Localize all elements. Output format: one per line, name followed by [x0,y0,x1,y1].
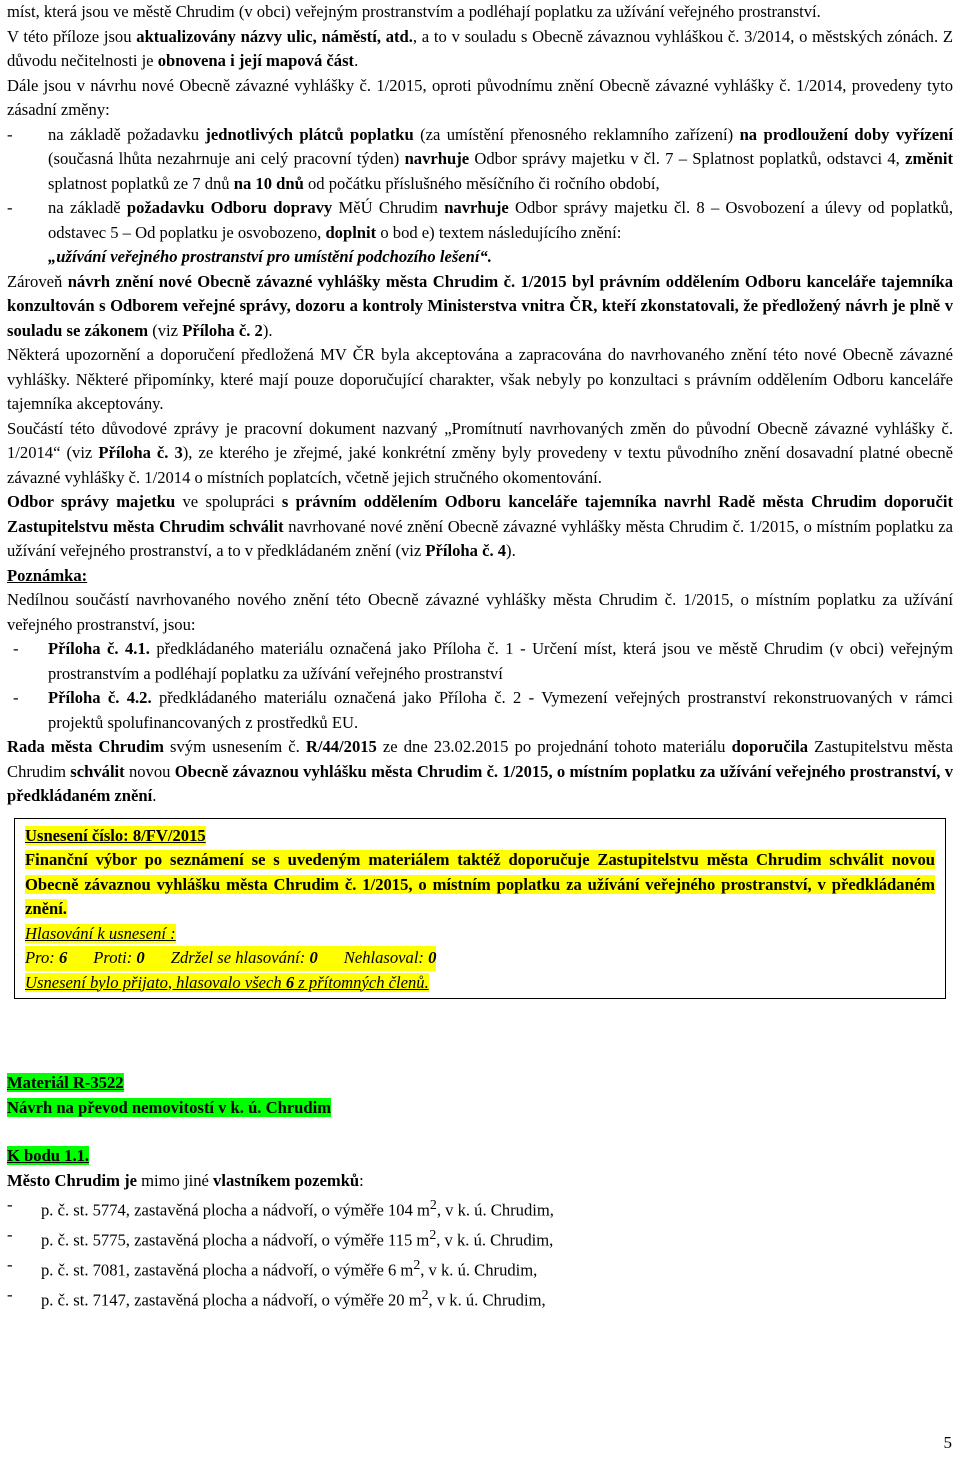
lot-text: p. č. st. 7081, zastavěná plocha a nádvoří, o výměře 6 m [41,1260,414,1280]
superscript: 2 [429,1197,437,1212]
attachment-ref: Příloha č. 4.1. [48,639,150,658]
change-item-2 [7,196,953,270]
consultation-paragraph [7,270,953,344]
text-span: ve spolupráci [175,492,282,511]
resolution-number [25,824,935,849]
material-title [7,1096,953,1121]
intro-paragraph-changes: Dále jsou v návrhu nové Obecně závazné vyhlášky č. 1/2015, oproti původnímu znění Obecně závazné vyhlášky č. 1/2014, provedeny tyto zásadní změny: [7,75,953,119]
note-item-1 [7,637,953,686]
bold-span: na 10 dnů [233,173,304,193]
list-item [7,1283,953,1313]
text-span: Zastupitelstvu města Chrudim [7,737,954,781]
text-span: Zároveň [7,271,68,291]
lot-text: , v k. ú. Chrudim, [436,1200,554,1220]
note-text: Nedílnou součástí navrhovaného nového znění této Obecně závazné vyhlášky města Chrudim č. 1/2015, o místním poplatku za užívání veřejného prostranství, jsou: [7,590,953,634]
vote-result [25,971,935,996]
text-span: Odbor správy majetku v čl. 7 – Splatnost poplatků, odstavci 4, [469,149,906,168]
text-span: V této příloze jsou [7,26,137,46]
bold-span: vlastníkem pozemků [213,1170,360,1190]
resolution-text [25,848,935,922]
list-item [7,1223,953,1253]
vote-label: Proti: [93,948,137,967]
text-span: Součástí této důvodové zprávy je pracovní dokument nazvaný „Promítnutí navrhovaných změn do původní Obecně závazné vyhlášky č. 1/2014“ (viz [7,418,953,462]
superscript: 2 [429,1227,437,1243]
vote-label: Pro: [25,948,59,967]
vote-value: 6 [58,948,68,967]
material-title-text: Návrh na převod nemovitostí v k. ú. Chrudim [7,1097,332,1117]
list-item [7,1253,953,1283]
vote-label: Zdržel se hlasování: [170,948,310,967]
material-code-text: Materiál R-3522 [7,1073,124,1092]
vote-for [25,948,67,967]
text-span: (viz [148,320,183,340]
text-span: . [354,51,359,70]
list-dash: - [7,124,13,144]
text-span: . [152,786,157,805]
vote-against [93,948,144,967]
lot-text: , v k. ú. Chrudim, [428,1290,546,1310]
bold-span: změnit [905,149,953,168]
vote-value: 0 [428,948,437,967]
text-span: novou [124,761,175,781]
bold-span: Rada města Chrudim [7,737,164,756]
attachment-ref: Příloha č. 4.2. [48,688,152,707]
list-item [7,1193,953,1223]
text-span: z přítomných členů. [294,972,429,992]
text-span: ), ze kterého je zřejmé, jaké konkrétní změny byly provedeny v textu původního znění dosavadní platné obecně závazné vyhlášky č. 1/2014 o místních poplatcích, včetně jejich stručného okomentování. [7,443,954,487]
text-span: navrhované nové znění Obecně závazné vyhlášky města Chrudim č. 1/2015, o místním poplatku za užívání veřejného prostranství, a to v předkládaném znění (viz [7,516,953,560]
vote-value: 6 [285,972,295,992]
text-span: ). [262,320,273,340]
mv-recommendations-paragraph: Některá upozornění a doporučení předložená MV ČR byla akceptována a zapracována do navrhovaného znění této nové Obecně závazné vyhlášky. Některé připomínky, které mají pouze doporučující charakter, však nebyly po konzultaci s právním oddělením Odboru kanceláře tajemníka akceptovány. [7,345,953,413]
list-dash: - [13,639,19,658]
bold-span: doplnit [325,222,377,242]
list-dash: - [7,1195,13,1214]
page-number: 5 [943,1433,952,1452]
item-heading-text: K bodu 1.1. [7,1146,90,1165]
text-span: Usnesení bylo přijato, hlasovalo všech [25,972,286,992]
superscript: 2 [413,1257,421,1273]
list-dash: - [7,1255,13,1275]
vote-value: 0 [136,948,145,967]
list-dash: - [7,198,13,217]
note-heading: Poznámka: [7,565,88,585]
text-span: (za umístění přenosného reklamního zařízení) [413,124,740,144]
bold-span: navrhuje [444,198,509,217]
spacer [7,999,953,1071]
lot-text: p. č. st. 5775, zastavěná plocha a nádvoří, o výměře 115 m [41,1230,430,1250]
bold-span: Obecně závaznou vyhlášku města Chrudim č. 1/2015, o místním poplatku za užívání veřejného prostranství, v předkládaném znění [7,761,954,805]
material-code [7,1071,953,1096]
text-span: ze dne 23.02.2015 po projednání tohoto materiálu [376,737,732,756]
bold-span: návrh znění nové Obecně závazné vyhlášky města Chrudim č. 1/2015 byl právním oddělením Odboru kanceláře tajemníka konzultován s Odborem veřejné správy, dozoru a kontroly Ministerstva vnitra ČR, kteří zkonstatovali, že předložený návrh je plně v souladu se zákonem [7,271,954,340]
resolution-body: Finanční výbor po seznámení se s uvedeným materiálem taktéž doporučuje Zastupitelstvu města Chrudim schválit novou Obecně závaznou vyhlášku města Chrudim č. 1/2015, o místním poplatku za užívání veřejného prostranství, v předkládaném znění. [25,850,935,918]
bold-span: doporučila [731,737,809,756]
list-dash: - [13,688,19,707]
note-item-2 [7,686,953,735]
proposal-paragraph [7,490,953,564]
superscript: 2 [421,1287,429,1303]
bold-span: s právním oddělením Odboru kanceláře tajemníka navrhl Radě města Chrudim doporučit Zastupitelstvu města Chrudim schválit [7,492,954,536]
intro-continuation: míst, která jsou ve městě Chrudim (v obci) veřejným prostranstvím a podléhají poplatku za užívání veřejného prostranství. [7,2,821,21]
bold-span: jednotlivých plátců poplatku [205,124,414,144]
bold-span: obnovena i její mapová část [157,51,355,70]
text-span: Odbor správy majetku čl. 8 – Osvobození a úlevy od poplatků, odstavec 5 – Od poplatku je osvobozeno, [48,198,953,242]
text-span: o bod e) textem následujícího znění: [376,222,622,242]
text-span: , a to v souladu s Obecně závaznou vyhláškou č. 3/2014, o městských zónách. Z důvodu nečitelnosti je [7,26,953,70]
resolution-box [14,818,946,1000]
text-span: mimo jiné [136,1170,214,1190]
text-span: MěÚ Chrudim [332,198,445,217]
change-item-1 [7,123,953,197]
bold-span: R/44/2015 [305,737,377,756]
text-span: svým usnesením č. [163,737,306,756]
vote-abstain [171,948,318,967]
lot-list [7,1193,953,1313]
text-span: na základě [48,198,127,217]
vote-title [25,922,935,947]
document-page [7,0,953,1313]
list-dash: - [7,1285,13,1305]
lot-text: p. č. st. 5774, zastavěná plocha a nádvoří, o výměře 104 m [41,1200,430,1220]
attachment-ref: Příloha č. 4 [425,541,507,560]
bold-span: navrhuje [404,149,470,168]
lot-text: , v k. ú. Chrudim, [420,1260,538,1280]
lot-text: , v k. ú. Chrudim, [436,1230,554,1250]
bold-span: požadavku Odboru dopravy [126,198,333,217]
vote-label: Nehlasoval: [343,948,429,967]
bold-span: Odbor správy majetku [7,492,176,511]
council-paragraph [7,735,953,809]
bold-span: na prodloužení doby vyřízení [739,124,954,144]
attachment-ref: Příloha č. 3 [98,443,183,462]
text-span: splatnost poplatků ze 7 dnů [48,173,234,193]
vote-value: 0 [309,948,318,967]
text-span: od počátku příslušného měsíčního či ročního období, [303,173,660,193]
working-document-paragraph [7,417,953,491]
text-span: na základě požadavku [48,124,206,144]
quoted-text: „užívání veřejného prostranství pro umístění podchozího lešení“. [48,247,492,266]
text-span: předkládaného materiálu označená jako Příloha č. 2 - Vymezení veřejných prostranství rekonstruovaných v rámci projektů spolufinancovaných z prostředků EU. [48,688,953,732]
text-span: : [359,1170,364,1190]
spacer [7,1120,953,1144]
text-span: ). [506,541,516,560]
intro-paragraph-update [7,25,953,74]
text-span: předkládaného materiálu označená jako Příloha č. 1 - Určení míst, která jsou ve městě Chrudim (v obci) veřejným prostranstvím a podléhají poplatku za užívání veřejného prostranství [48,639,953,683]
bold-span: schválit [70,761,125,781]
ownership-paragraph [7,1169,953,1194]
list-dash: - [7,1225,13,1245]
item-heading [7,1144,953,1169]
note-title [7,564,953,589]
text-span: (současná lhůta nezahrnuje ani celý pracovní týden) [48,149,405,168]
lot-text: p. č. st. 7147, zastavěná plocha a nádvoří, o výměře 20 m [41,1290,422,1310]
bold-span: Město Chrudim je [7,1170,137,1190]
vote-counts [25,946,935,971]
bold-span: aktualizovány názvy ulic, náměstí, atd. [136,26,413,46]
vote-title-text: Hlasování k usnesení : [25,923,176,943]
attachment-ref: Příloha č. 2 [182,320,263,340]
resolution-number-text: Usnesení číslo: 8/FV/2015 [25,825,206,845]
vote-novote [344,948,437,967]
